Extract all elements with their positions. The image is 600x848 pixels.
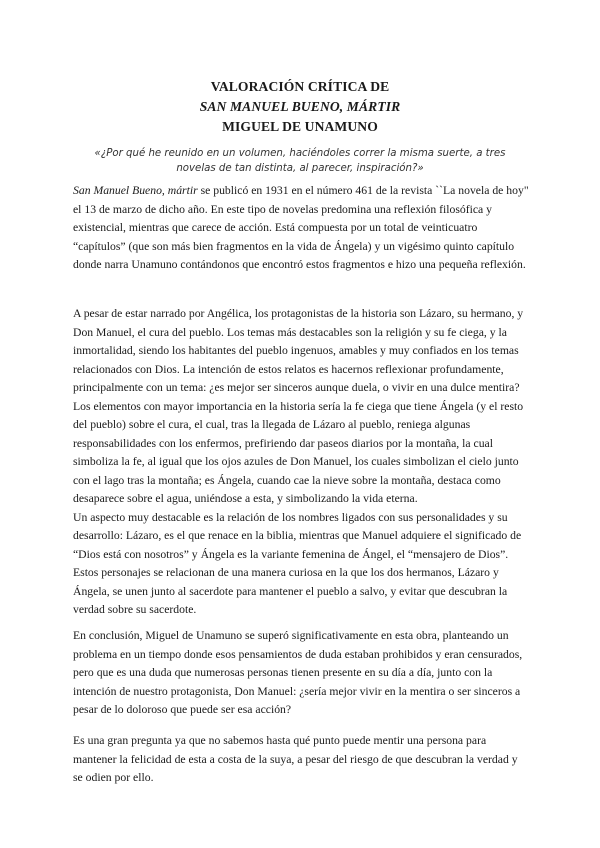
title-line-2: SAN MANUEL BUENO, MÁRTIR (199, 99, 401, 114)
paragraph-analysis (73, 305, 529, 620)
paragraph-3-text: En conclusión, Miguel de Unamuno se superó significativamente en esta obra, planteando un problema en un tiempo donde esos pensamientos de duda estaban prohibidos y eran censurados, pero que es una duda que numerosas personas tienen presente en su día a día, junto con la intención de nuestro protagonista, Don Manuel: ¿sería mejor vivir en la mentira o ser sinceros a pesar de lo doloroso que puede ser esa acción? (73, 629, 523, 716)
paragraph-introduction (73, 182, 529, 275)
paragraph-1-text: se publicó en 1931 en el número 461 de la revista ``La novela de hoy" el 13 de marzo de dicho año. En este tipo de novelas predomina una reflexión filosófica y existencial, mientras que carece de acción. Está compuesta por un total de veinticuatro “capítulos” (que son más bien fragmentos en la vida de Ángela) y un vigésimo quinto capítulo donde narra Unamuno contándonos que encontró estos fragmentos e hizo una pequeña reflexión. (73, 184, 529, 271)
book-title-italic: San Manuel Bueno, mártir (73, 184, 198, 197)
paragraph-2a-text: A pesar de estar narrado por Angélica, los protagonistas de la historia son Lázaro, su hermano, y Don Manuel, el cura del pueblo. Los temas más destacables son la religión y su fe ciega, y la inmortalidad, siendo los habitantes del pueblo ingenuos, amables y muy confiados en los temas relacionados con Dios. La intención de estos relatos es hacernos reflexionar profundamente, principalmente con un tema: ¿es mejor ser sinceros aunque duela, o vivir en una dulce mentira? Los elementos con mayor importancia en la historia sería la fe ciega que tiene Ángela (y el resto del pueblo) sobre el cura, el cual, tras la llegada de Lázaro al pueblo, reniega algunas responsabilidades con los enfermos, prefiriendo dar paseos diarios por la montaña, la cual simboliza la fe, al igual que los ojos azules de Don Manuel, los cuales simbolizan el cielo junto con el lago tras la montaña; es Ángela, cuando cae la nieve sobre la montaña, destaca como desaparece sobre el agua, uniéndose a esta, y simbolizando la vida eterna. (73, 307, 524, 505)
title-line-1: VALORACIÓN CRÍTICA DE (210, 79, 390, 94)
title-line-3: MIGUEL DE UNAMUNO (222, 119, 378, 134)
paragraph-conclusion (73, 627, 529, 720)
paragraph-2b-text: Un aspecto muy destacable es la relación de los nombres ligados con sus personalidades y su desarrollo: Lázaro, es el que renace en la biblia, mientras que Manuel adquiere el significado de “Dios está con nosotros” y Ángela es la variante femenina de Ángel, el “mensajero de Dios”. Estos personajes se relacionan de una manera curiosa en la que los dos hermanos, Lázaro y Ángela, se unen junto al sacerdote para mantener el pueblo a salvo, y evitar que descubran la verdad sobre su sacerdote. (73, 510, 522, 616)
epigraph-quote: «¿Por qué he reunido en un volumen, haciéndoles correr la misma suerte, a tres novelas de tan distinta, al parecer, inspiración?» (94, 148, 506, 174)
paragraph-final (73, 732, 529, 788)
paragraph-4-text: Es una gran pregunta ya que no sabemos hasta qué punto puede mentir una persona para mantener la felicidad de esta a costa de la suya, a pesar del riesgo de que descubran la verdad y se odien por ello. (73, 734, 518, 784)
title-block (72, 77, 528, 137)
